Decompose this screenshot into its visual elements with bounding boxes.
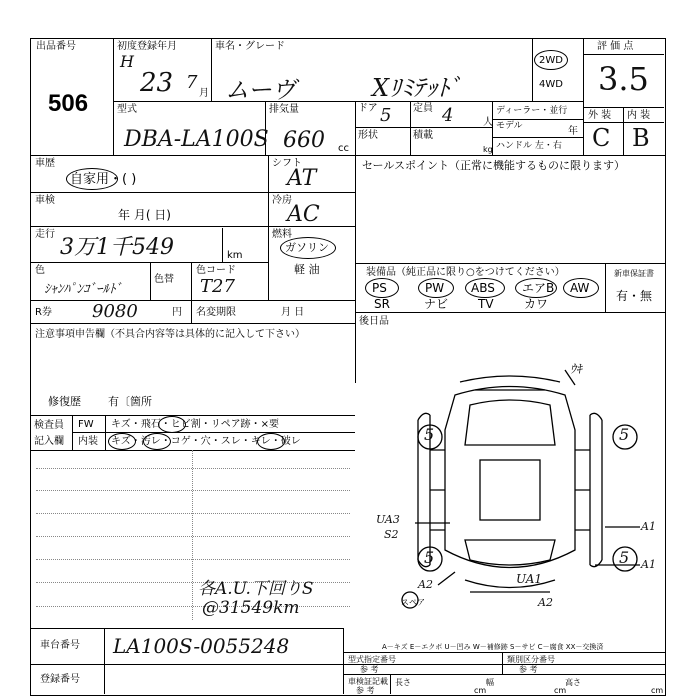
interior-grade: B bbox=[632, 124, 650, 152]
mark-a2-left: A2 bbox=[418, 578, 433, 591]
fw-items: キズ・飛石・ヒビ割・リペア跡・×要 bbox=[111, 419, 279, 430]
sales-point-label: セールスポイント（正常に機能するものに限ります） bbox=[362, 159, 626, 172]
equipment-label: 装備品（純正品に限り○をつけてください） bbox=[366, 267, 565, 278]
divider bbox=[355, 155, 356, 383]
km-unit: km bbox=[227, 250, 243, 261]
divider bbox=[343, 652, 666, 653]
divider bbox=[30, 226, 268, 227]
divider bbox=[30, 415, 355, 416]
class-ref: 参 考 bbox=[519, 665, 538, 674]
divider bbox=[492, 119, 583, 120]
interior-stain-circle bbox=[143, 433, 171, 450]
chassis-value: LA100S-0055248 bbox=[113, 634, 290, 658]
first-reg-era: H bbox=[120, 52, 134, 71]
person-unit: 人 bbox=[483, 117, 493, 128]
divider bbox=[30, 323, 355, 324]
divider bbox=[105, 415, 106, 450]
history-label: 車歴 bbox=[35, 158, 55, 169]
repair-label: 修復歴 bbox=[48, 395, 81, 408]
mileage-value: 3万1千549 bbox=[60, 235, 174, 260]
divider bbox=[211, 38, 212, 101]
divider bbox=[30, 300, 355, 301]
capacity-label: 定員 bbox=[413, 103, 433, 114]
cc-unit: cc bbox=[338, 143, 349, 154]
interior-scratch-circle bbox=[108, 433, 136, 450]
length-label: 長さ bbox=[395, 678, 411, 687]
dotted-line bbox=[36, 468, 350, 469]
color-label: 色 bbox=[35, 265, 45, 276]
warranty-label: 新車保証書 bbox=[614, 269, 654, 278]
recycle-label: R券 bbox=[35, 307, 52, 318]
divider bbox=[583, 38, 584, 155]
lot-label: 出品番号 bbox=[36, 41, 76, 52]
mark-5-rr: 5 bbox=[619, 548, 630, 567]
divider bbox=[30, 664, 666, 665]
spare-label: スペア bbox=[401, 598, 425, 607]
equipment-aw-circle bbox=[563, 278, 599, 298]
divider bbox=[192, 450, 193, 620]
damage-legend: A－キズ E－エクボ U－凹み W－補修跡 S－サビ C－腐食 XX－交換済 bbox=[382, 643, 604, 651]
fuel-label: 燃料 bbox=[272, 229, 292, 240]
divider bbox=[113, 101, 583, 102]
inspector-label: 検査員 bbox=[34, 420, 64, 431]
ac-value: AC bbox=[287, 202, 320, 227]
dotted-line bbox=[36, 536, 350, 537]
notice-label: 注意事項申告欄（不具合内容等は具体的に記入して下さい） bbox=[35, 329, 305, 340]
equipment-ps: PS bbox=[372, 281, 387, 295]
divider bbox=[355, 263, 666, 264]
divider bbox=[623, 107, 624, 155]
mark-5-fr: 5 bbox=[619, 425, 630, 444]
equipment-abs: ABS bbox=[471, 281, 495, 295]
divider bbox=[502, 652, 503, 674]
divider bbox=[72, 432, 355, 433]
type-ref: 参 考 bbox=[360, 665, 379, 674]
car-diagram bbox=[360, 360, 660, 625]
equipment-airbag: エアB bbox=[522, 281, 555, 295]
divider bbox=[113, 38, 114, 155]
divider bbox=[222, 228, 223, 262]
notes-interior-label: 内装 bbox=[78, 436, 98, 447]
drive-4wd: 4WD bbox=[539, 79, 563, 90]
handle-label: ハンドル 左・右 bbox=[496, 141, 562, 151]
entry-label: 記入欄 bbox=[34, 436, 64, 447]
equipment-sr: SR bbox=[374, 297, 390, 311]
divider bbox=[343, 674, 666, 675]
divider bbox=[30, 192, 268, 193]
divider bbox=[390, 674, 391, 694]
equipment-pw-circle bbox=[418, 278, 454, 298]
month-unit: 月 bbox=[199, 88, 209, 99]
fw-label: FW bbox=[78, 419, 94, 430]
mark-5-fl: 5 bbox=[424, 425, 435, 444]
divider bbox=[583, 54, 664, 55]
interior-label: 内 装 bbox=[627, 110, 651, 121]
equipment-airbag-circle bbox=[515, 278, 557, 298]
handwritten-note-1: 各A.U.下回りS bbox=[198, 579, 314, 599]
divider bbox=[492, 137, 583, 138]
warranty-value: 有・無 bbox=[616, 289, 653, 303]
divider bbox=[343, 628, 344, 694]
score: 3.5 bbox=[598, 60, 649, 98]
equipment-ps-circle bbox=[365, 278, 399, 298]
recycle-value: 9080 bbox=[92, 301, 138, 322]
first-reg-month: 7 bbox=[186, 72, 198, 93]
mark-ua1: UA1 bbox=[516, 572, 543, 586]
mark-a1-rear: A1 bbox=[641, 558, 656, 571]
registration-label: 登録番号 bbox=[40, 674, 80, 685]
shift-value: AT bbox=[287, 166, 317, 191]
width-unit: cm bbox=[554, 686, 567, 695]
equipment-aw: AW bbox=[570, 281, 590, 295]
height-label: 高さ bbox=[565, 678, 581, 687]
car-name: ムーヴ bbox=[225, 76, 296, 104]
displacement-value: 660 bbox=[283, 128, 325, 153]
color-change-label: 色替 bbox=[154, 274, 174, 285]
mark-s2: S2 bbox=[384, 528, 399, 541]
lot-number: 506 bbox=[48, 90, 89, 117]
displacement-label: 排気量 bbox=[269, 104, 299, 115]
kg-unit: kg bbox=[483, 145, 493, 154]
model-value: DBA-LA100S bbox=[124, 127, 269, 152]
yen-unit: 円 bbox=[172, 307, 182, 318]
first-reg-year: 23 bbox=[140, 68, 174, 98]
divider bbox=[150, 262, 151, 300]
dealer-label: ディーラー・並行 bbox=[496, 106, 568, 116]
aftermarket-label: 後日品 bbox=[359, 316, 389, 327]
divider bbox=[355, 127, 492, 128]
fuel-gas: ガソリン bbox=[285, 241, 329, 254]
equipment-leather: カワ bbox=[524, 297, 549, 311]
equipment-tv: TV bbox=[478, 297, 494, 311]
width-label: 幅 bbox=[486, 678, 494, 687]
divider bbox=[72, 415, 73, 450]
fw-chip-circle bbox=[158, 416, 186, 433]
equipment-abs-circle bbox=[465, 278, 505, 298]
ac-label: 冷房 bbox=[272, 195, 292, 206]
divider bbox=[355, 312, 666, 313]
fuel-gas-circle bbox=[280, 237, 336, 259]
load-label: 積載 bbox=[413, 130, 433, 141]
dotted-line bbox=[36, 606, 350, 607]
length-unit: cm bbox=[474, 686, 487, 695]
inspection-cert-ref: 参 考 bbox=[356, 686, 375, 695]
capacity-value: 4 bbox=[442, 105, 454, 126]
equipment-pw: PW bbox=[425, 281, 445, 295]
interior-wear-circle bbox=[257, 433, 285, 450]
divider bbox=[30, 155, 666, 156]
mark-a2-rear: A2 bbox=[538, 596, 553, 609]
exterior-grade: C bbox=[592, 124, 611, 152]
divider bbox=[532, 38, 533, 101]
mark-5-rl: 5 bbox=[424, 548, 435, 567]
name-change-value: 月 日 bbox=[281, 307, 305, 318]
mark-ua3: UA3 bbox=[376, 513, 400, 526]
divider bbox=[30, 262, 268, 263]
drive-2wd: 2WD bbox=[539, 55, 563, 66]
divider bbox=[191, 262, 192, 323]
inspection-cert-label: 車検証記載 bbox=[348, 677, 388, 686]
class-label: 類別区分番号 bbox=[507, 655, 555, 664]
color-value: ｼｬﾝﾊﾟﾝｺﾞｰﾙﾄﾞ bbox=[44, 282, 122, 297]
chassis-label: 車台番号 bbox=[40, 640, 80, 651]
divider bbox=[605, 263, 606, 312]
interior-items: キズ・汚レ・コゲ・穴・スレ・キレ・破レ bbox=[111, 436, 301, 447]
year-unit: 年 bbox=[568, 126, 578, 137]
doors-label: ドア bbox=[358, 103, 378, 114]
history-value: 自家用・( ) bbox=[70, 172, 137, 187]
repair-value: 有〔箇所 bbox=[108, 395, 152, 408]
divider bbox=[104, 628, 105, 694]
inspection-value: 年 月( 日) bbox=[118, 208, 171, 222]
car-name-label: 車名・グレード bbox=[215, 41, 285, 52]
height-unit: cm bbox=[651, 686, 664, 695]
model-label: 型式 bbox=[117, 104, 137, 115]
grade: Xﾘﾐﾃｯﾄﾞ bbox=[372, 74, 462, 102]
dotted-line bbox=[36, 513, 350, 514]
mark-ukikake: ｳｷ bbox=[570, 362, 583, 376]
shift-label: シフト bbox=[272, 158, 302, 169]
name-change-label: 名変期限 bbox=[196, 307, 236, 318]
dotted-line bbox=[36, 490, 350, 491]
drive-2wd-circle bbox=[534, 50, 568, 70]
divider bbox=[410, 101, 411, 155]
fuel-diesel: 軽 油 bbox=[294, 263, 320, 276]
doors-value: 5 bbox=[380, 105, 392, 126]
first-reg-label: 初度登録年月 bbox=[117, 41, 177, 52]
dotted-line bbox=[36, 559, 350, 560]
model-year-label: モデル bbox=[496, 121, 523, 131]
exterior-label: 外 装 bbox=[588, 110, 612, 121]
mileage-label: 走行 bbox=[35, 229, 55, 240]
equipment-navi: ナビ bbox=[424, 297, 449, 311]
mark-a1-right: A1 bbox=[641, 520, 656, 533]
color-code: T27 bbox=[200, 276, 235, 297]
divider bbox=[355, 101, 356, 155]
divider bbox=[268, 155, 269, 300]
handwritten-note-2: @31549km bbox=[202, 598, 300, 618]
score-label: 評 価 点 bbox=[597, 41, 634, 52]
color-code-label: 色コード bbox=[196, 265, 236, 276]
history-circle bbox=[66, 168, 118, 190]
shape-label: 形状 bbox=[358, 130, 378, 141]
type-label: 型式指定番号 bbox=[348, 655, 396, 664]
inspection-label: 車検 bbox=[35, 195, 55, 206]
divider bbox=[30, 628, 343, 629]
divider bbox=[268, 192, 355, 193]
